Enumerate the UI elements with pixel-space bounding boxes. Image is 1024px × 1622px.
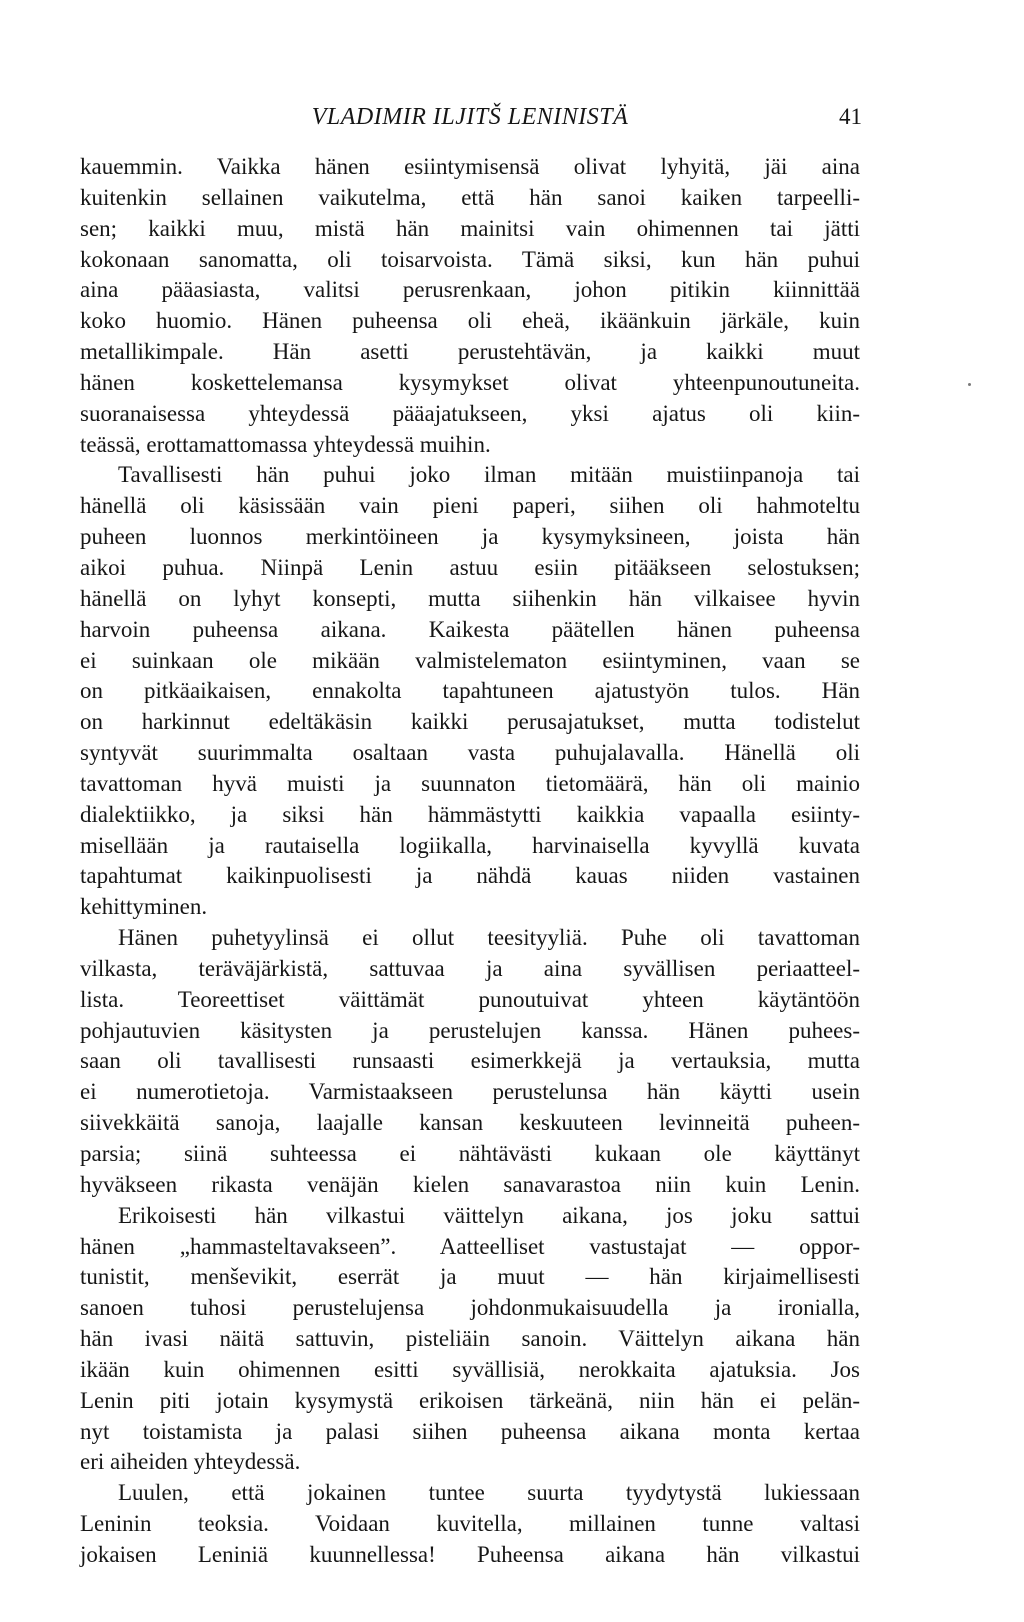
text-line: syntyvät suurimmalta osaltaan vasta puhujalavalla. Hänellä oli [80,740,860,766]
text-line: tavattoman hyvä muisti ja suunnaton tietomäärä, hän oli mainio [80,770,860,796]
text-line: ikään kuin ohimennen esitti syvällisiä, nerokkaita ajatuksia. Jos [80,1356,860,1382]
text-line: parsia; siinä suhteessa ei nähtävästi kukaan ole käyttänyt [80,1141,860,1166]
text-line: teässä, erottamattomassa yhteydessä muihin. [80,431,491,457]
text-line: Tavallisesti hän puhui joko ilman mitään muistiinpanoja tai [118,462,860,488]
text-line: eri aiheiden yhteydessä. [80,1449,301,1475]
body-text [80,152,860,1571]
text-line: Luulen, että jokainen tuntee suurta tyydytystä lukiessaan [118,1480,860,1506]
text-line: metallikimpale. Hän asetti perustehtävän, ja kaikki muut [80,339,860,365]
text-line: puheen luonnos merkintöineen ja kysymyksineen, joista hän [80,524,860,550]
text-line: kokonaan sanomatta, oli toisarvoista. Tämä siksi, kun hän puhui [80,246,860,272]
text-line: on harkinnut edeltäkäsin kaikki perusajatukset, mutta todistelut [80,709,860,735]
text-line: sanoen tuhosi perustelujensa johdonmukaisuudella ja ironialla, [80,1295,860,1321]
paragraph-4 [80,1201,860,1479]
text-line: hänen „hammasteltavakseen”. Aatteelliset vastustajat — oppor- [80,1233,860,1259]
running-title: VLADIMIR ILJITŠ LENINISTÄ [311,104,629,130]
text-line: kauemmin. Vaikka hänen esiintymisensä olivat lyhyitä, jäi aina [80,154,860,179]
text-line: aikoi puhua. Niinpä Lenin astuu esiin pitääkseen selostuksen; [80,554,860,580]
text-line: hänen koskettelemansa kysymykset olivat yhteenpunoutuneita. [80,369,860,395]
text-line: tapahtumat kaikinpuolisesti ja nähdä kauas niiden vastainen [80,863,860,889]
paragraph-5 [80,1478,860,1571]
text-line: koko huomio. Hänen puheensa oli eheä, ikäänkuin järkäle, kuin [80,308,860,334]
text-line: Hänen puhetyylinsä ei ollut teesityyliä. Puhe oli tavattoman [118,925,860,951]
text-line: hänellä on lyhyt konsepti, mutta siihenkin hän vilkaisee hyvin [80,585,860,611]
text-line: ei suinkaan ole mikään valmistelematon esiintyminen, vaan se [80,647,860,673]
text-line: siivekkäitä sanoja, laajalle kansan keskuuteen levinneitä puheen- [80,1110,860,1136]
text-line: hänellä oli käsissään vain pieni paperi, siihen oli hahmoteltu [80,493,860,519]
text-line: ei numerotietoja. Varmistaakseen perustelunsa hän käytti usein [80,1079,860,1105]
text-line: tunistit, menševikit, eserrät ja muut — hän kirjaimellisesti [80,1264,860,1290]
paragraph-2 [80,460,860,923]
text-line: hyväkseen rikasta venäjän kielen sanavarastoa niin kuin Lenin. [80,1171,860,1197]
text-line: Leninin teoksia. Voidaan kuvitella, millainen tunne valtasi [80,1511,860,1537]
text-line: harvoin puheensa aikana. Kaikesta päätellen hänen puheensa [80,616,860,642]
page-number: 41 [839,104,862,129]
text-line: vilkasta, teräväjärkistä, sattuvaa ja aina syvällisen periaatteel- [80,955,860,981]
text-line: aina pääasiasta, valitsi perusrenkaan, johon pitikin kiinnittää [80,277,860,303]
text-line: nyt toistamista ja palasi siihen puheensa aikana monta kertaa [80,1418,860,1444]
text-line: on pitkäaikaisen, ennakolta tapahtuneen ajatustyön tulos. Hän [80,678,860,704]
text-line: suoranaisessa yhteydessä pääajatukseen, yksi ajatus oli kiin- [80,400,860,426]
text-line: jokaisen Leniniä kuunnellessa! Puheensa aikana hän vilkastui [80,1541,860,1567]
text-line: lista. Teoreettiset väittämät punoutuivat yhteen käytäntöön [80,986,860,1012]
text-line: kuitenkin sellainen vaikutelma, että hän sanoi kaiken tarpeelli- [80,184,860,210]
text-line: hän ivasi näitä sattuvin, pisteliäin sanoin. Väittelyn aikana hän [80,1326,860,1352]
text-line: kehittyminen. [80,894,208,920]
text-line: Erikoisesti hän vilkastui väittelyn aikana, jos joku sattui [118,1202,860,1228]
scan-speck [968,383,971,386]
paragraph-3 [80,923,860,1201]
text-line: Lenin piti jotain kysymystä erikoisen tärkeänä, niin hän ei pelän- [80,1387,860,1413]
paragraph-1 [80,152,860,460]
text-line: sen; kaikki muu, mistä hän mainitsi vain ohimennen tai jätti [80,215,860,241]
text-line: misellään ja rautaisella logiikalla, harvinaisella kyvyllä kuvata [80,832,860,858]
text-line: dialektiikko, ja siksi hän hämmästytti kaikkia vapaalla esiinty- [80,801,860,827]
text-line: saan oli tavallisesti runsaasti esimerkkejä ja vertauksia, mutta [80,1048,860,1074]
text-line: pohjautuvien käsitysten ja perustelujen kanssa. Hänen puhees- [80,1017,860,1043]
running-head [80,104,860,138]
